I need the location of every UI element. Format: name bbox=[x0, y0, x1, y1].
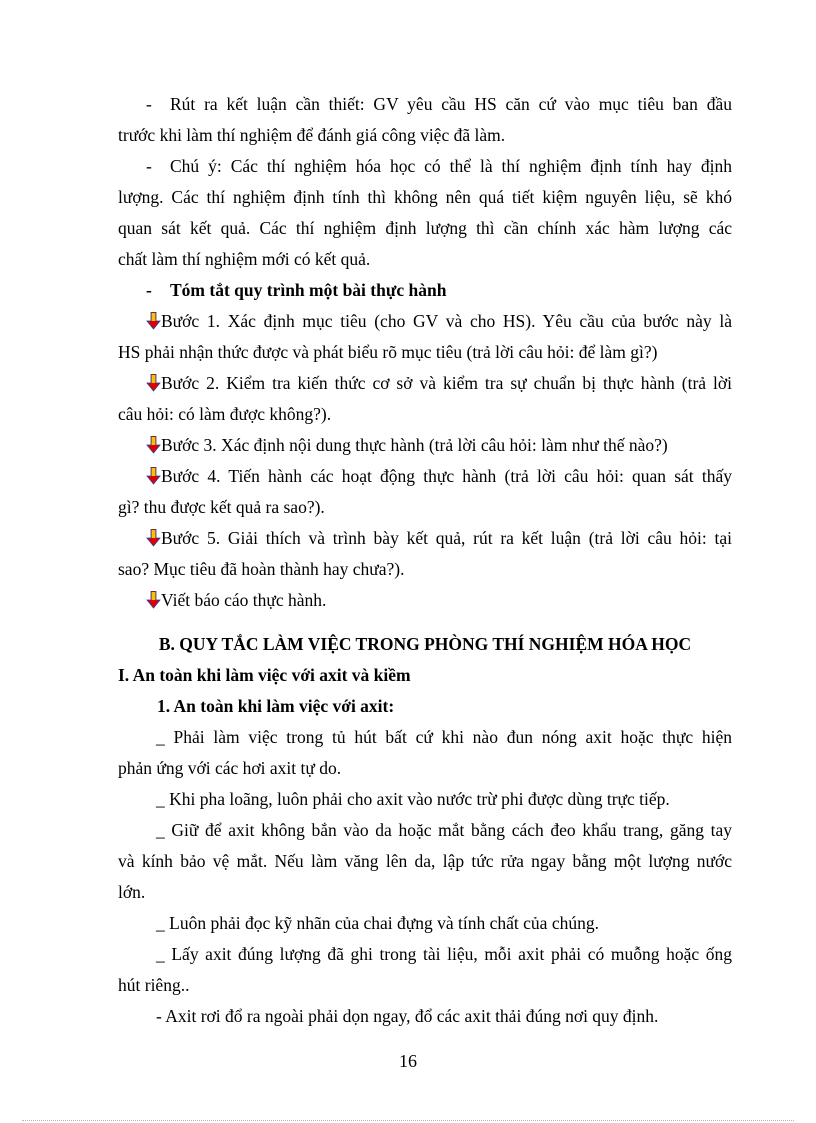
paragraph-line: _ Luôn phải đọc kỹ nhãn của chai đựng và tính chất của chúng. bbox=[156, 913, 599, 933]
paragraph-line: hút riêng.. bbox=[118, 975, 190, 995]
paragraph-line: _ Phải làm việc trong tủ hút bất cứ khi nào đun nóng axit hoặc thực hiện bbox=[156, 727, 732, 747]
dash-bullet: - bbox=[146, 156, 152, 176]
down-arrow-bullet-icon bbox=[146, 467, 161, 485]
down-arrow-bullet-icon bbox=[146, 374, 161, 392]
step-line: HS phải nhận thức được và phát biểu rõ mục tiêu (trả lời câu hỏi: để làm gì?) bbox=[118, 342, 658, 362]
text: Bước 1. Xác định mục tiêu (cho GV và cho HS). Yêu cầu của bước này là bbox=[161, 311, 732, 331]
down-arrow-bullet-icon bbox=[146, 529, 161, 547]
paragraph-line: lượng. Các thí nghiệm định tính thì không nên quá tiết kiệm nguyên liệu, sẽ khó bbox=[118, 187, 732, 207]
paragraph-line: phản ứng với các hơi axit tự do. bbox=[118, 758, 342, 778]
paragraph-line: và kính bảo vệ mắt. Nếu làm văng lên da, lập tức rửa ngay bằng một lượng nước bbox=[118, 851, 732, 871]
text: Chú ý: Các thí nghiệm hóa học có thể là thí nghiệm định tính hay định bbox=[170, 156, 732, 176]
text: Rút ra kết luận cần thiết: GV yêu cầu HS căn cứ vào mục tiêu ban đầu bbox=[170, 94, 732, 114]
page-bottom-border bbox=[22, 1120, 794, 1121]
paragraph-line: - Axit rơi đổ ra ngoài phải dọn ngay, đổ các axit thải đúng nơi quy định. bbox=[156, 1006, 659, 1026]
dash-bullet: - bbox=[146, 280, 152, 300]
step-line: gì? thu được kết quả ra sao?). bbox=[118, 497, 325, 517]
step-line: câu hỏi: có làm được không?). bbox=[118, 404, 332, 424]
step-line bbox=[146, 589, 732, 611]
paragraph-line: lớn. bbox=[118, 882, 146, 902]
text: Tóm tắt quy trình một bài thực hành bbox=[170, 280, 447, 300]
paragraph-line: quan sát kết quả. Các thí nghiệm định lượng thì cần chính xác hàm lượng các bbox=[118, 218, 732, 238]
dash-bullet: - bbox=[146, 94, 152, 114]
section-heading-i: I. An toàn khi làm việc với axit và kiềm bbox=[118, 665, 411, 685]
step-line bbox=[146, 527, 732, 549]
paragraph-line: _ Giữ để axit không bắn vào da hoặc mắt bằng cách đeo khẩu trang, găng tay bbox=[156, 820, 732, 840]
down-arrow-bullet-icon bbox=[146, 436, 161, 454]
paragraph-line bbox=[146, 93, 732, 115]
paragraph-line: _ Lấy axit đúng lượng đã ghi trong tài liệu, mỗi axit phải có muỗng hoặc ống bbox=[156, 944, 732, 964]
section-heading-b: B. QUY TẮC LÀM VIỆC TRONG PHÒNG THÍ NGHIỆM HÓA HỌC bbox=[158, 634, 692, 654]
subsection-heading: 1. An toàn khi làm việc với axit: bbox=[157, 696, 395, 716]
text: Bước 4. Tiến hành các hoạt động thực hành (trả lời câu hỏi: quan sát thấy bbox=[161, 466, 732, 486]
paragraph-line: chất làm thí nghiệm mới có kết quả. bbox=[118, 249, 371, 269]
step-line: sao? Mục tiêu đã hoàn thành hay chưa?). bbox=[118, 559, 405, 579]
text: Bước 3. Xác định nội dung thực hành (trả lời câu hỏi: làm như thế nào?) bbox=[161, 435, 668, 455]
paragraph-line: trước khi làm thí nghiệm để đánh giá công việc đã làm. bbox=[118, 125, 506, 145]
down-arrow-bullet-icon bbox=[146, 312, 161, 330]
summary-heading bbox=[146, 279, 732, 301]
text: Viết báo cáo thực hành. bbox=[161, 590, 327, 610]
paragraph-line: _ Khi pha loãng, luôn phải cho axit vào nước trừ phi được dùng trực tiếp. bbox=[156, 789, 670, 809]
text: Bước 2. Kiểm tra kiến thức cơ sở và kiểm tra sự chuẩn bị thực hành (trả lời bbox=[161, 373, 732, 393]
step-line bbox=[146, 310, 732, 332]
step-line bbox=[146, 372, 732, 394]
step-line bbox=[146, 465, 732, 487]
step-line bbox=[146, 434, 732, 456]
down-arrow-bullet-icon bbox=[146, 591, 161, 609]
page-number: 16 bbox=[399, 1051, 417, 1071]
text: Bước 5. Giải thích và trình bày kết quả, rút ra kết luận (trả lời câu hỏi: tại bbox=[161, 528, 732, 548]
paragraph-line bbox=[146, 155, 732, 177]
